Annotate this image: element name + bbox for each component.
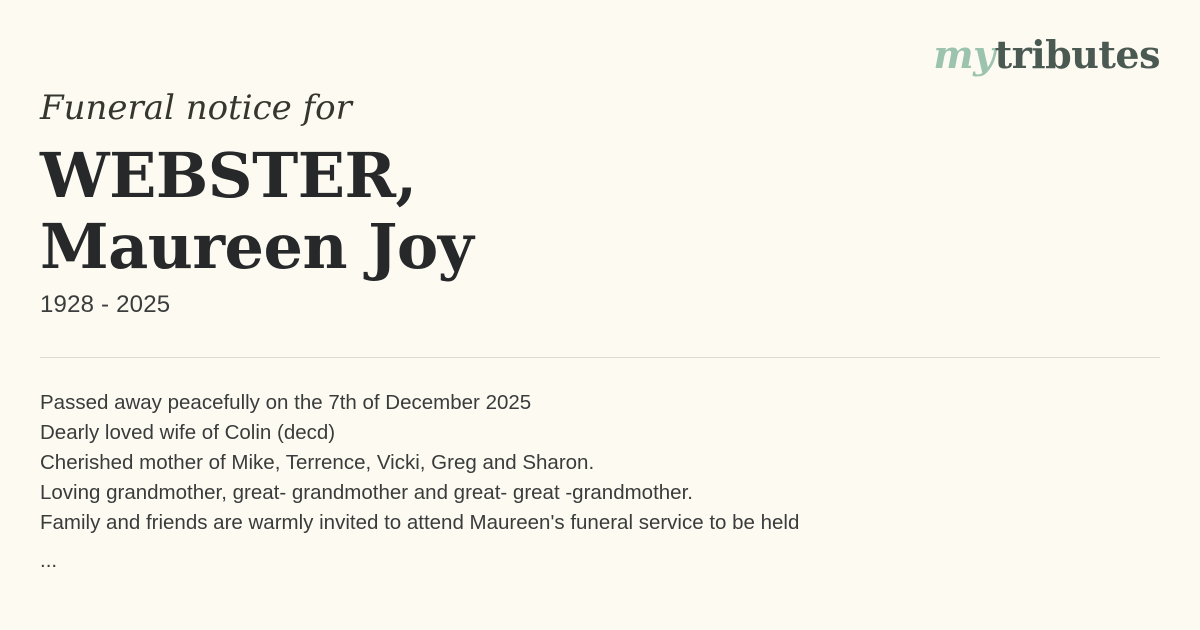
logo-my-text: my <box>933 32 995 77</box>
mytributes-logo[interactable] <box>933 32 1160 77</box>
notice-body-line: Cherished mother of Mike, Terrence, Vicki, Greg and Sharon. <box>40 451 595 474</box>
notice-body-line: Family and friends are warmly invited to attend Maureen's funeral service to be held <box>40 511 800 534</box>
section-divider <box>40 357 1160 358</box>
notice-kicker: Funeral notice for <box>40 88 352 128</box>
logo-tributes-text: tributes <box>994 32 1160 77</box>
notice-body-line: Passed away peacefully on the 7th of December 2025 <box>40 391 532 414</box>
notice-body <box>40 388 1150 576</box>
notice-body-line: Loving grandmother, great- grandmother and great- great -grandmother. <box>40 481 693 504</box>
page-title <box>40 140 473 283</box>
notice-body-line: Dearly loved wife of Colin (decd) <box>40 421 336 444</box>
deceased-given-names: Maureen Joy <box>40 210 474 284</box>
deceased-surname: WEBSTER, <box>40 139 417 212</box>
life-dates: 1928 - 2025 <box>40 291 171 318</box>
truncation-ellipsis: ... <box>40 549 58 572</box>
